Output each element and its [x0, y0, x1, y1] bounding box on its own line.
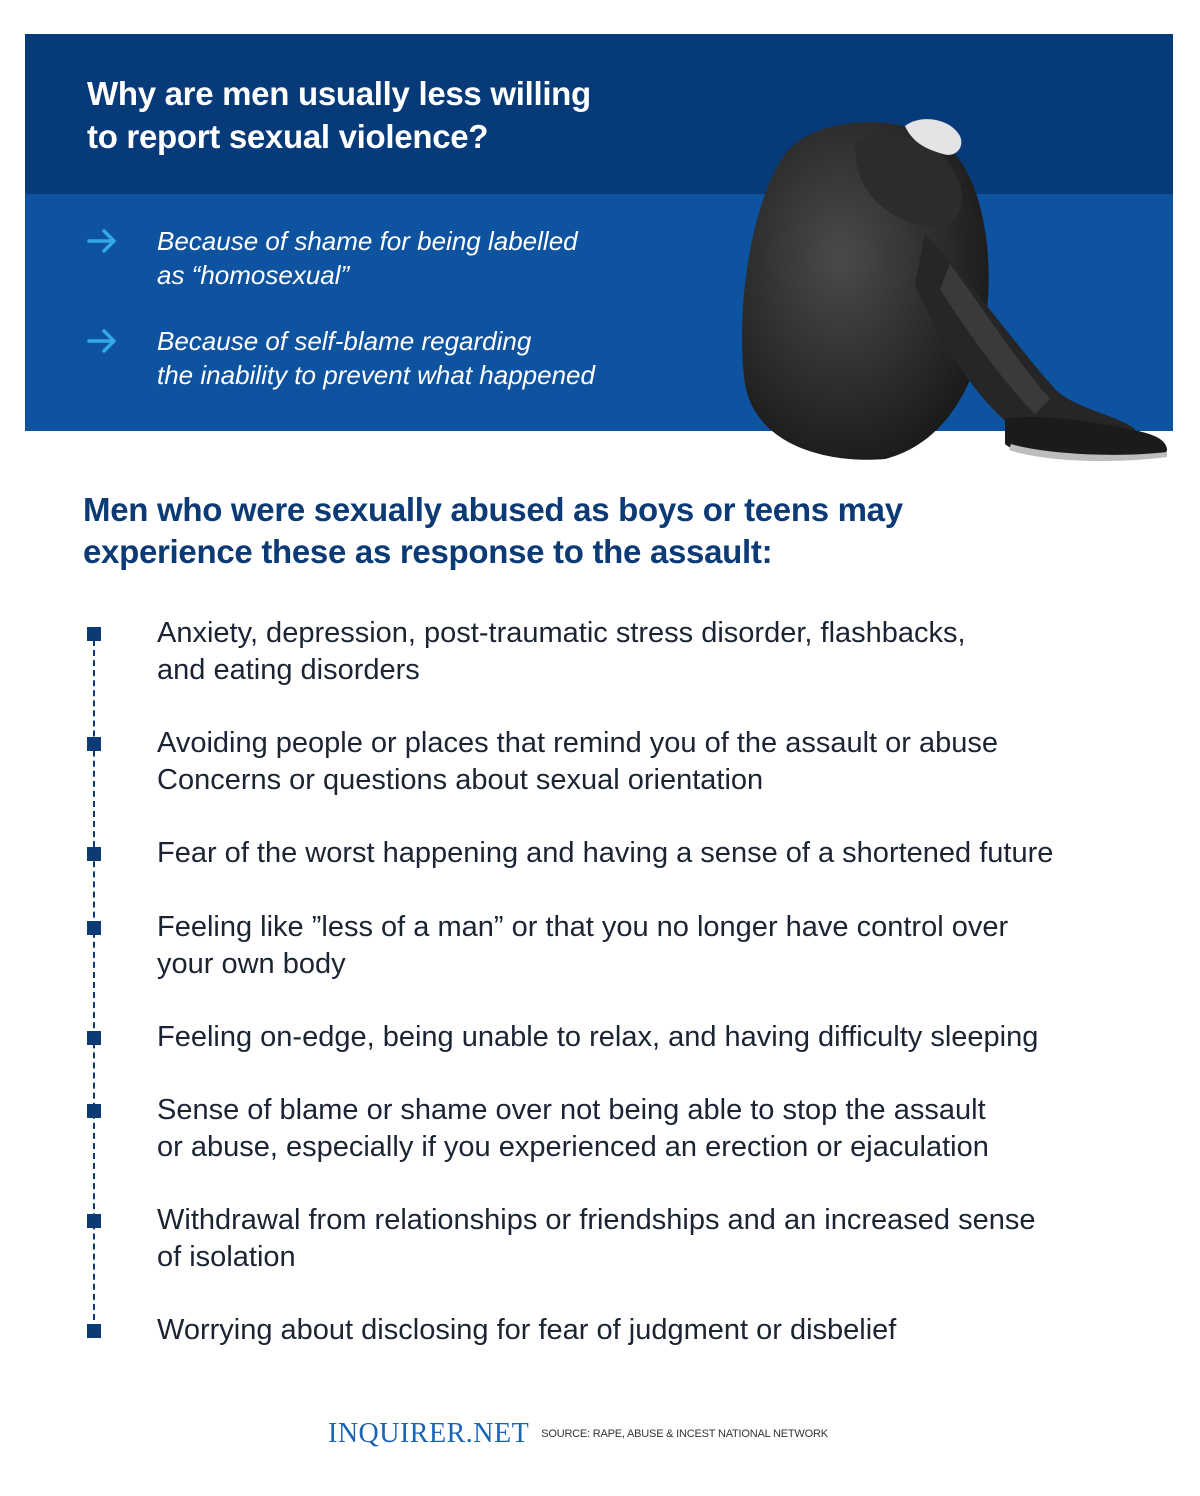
- crouching-man-photo: [715, 114, 1175, 464]
- headline-line-1: Why are men usually less willing: [87, 75, 591, 112]
- response-text: Feeling like ”less of a man” or that you no longer have control over your own body: [157, 911, 1009, 980]
- header-banner: [25, 34, 1173, 431]
- response-text: Feeling on-edge, being unable to relax, and having difficulty sleeping: [157, 1021, 1039, 1053]
- reason-line-1: Because of self-blame regarding: [157, 326, 532, 356]
- headline-line-2: to report sexual violence?: [87, 118, 489, 155]
- square-bullet-icon: [87, 1214, 101, 1228]
- response-text: Avoiding people or places that remind you of the assault or abuse Concerns or questions about sexual orientation: [157, 727, 998, 796]
- reason-line-2: as “homosexual”: [157, 260, 350, 290]
- square-bullet-icon: [87, 1324, 101, 1338]
- reason-line-1: Because of shame for being labelled: [157, 226, 578, 256]
- response-text: Fear of the worst happening and having a sense of a shortened future: [157, 837, 1054, 869]
- section-heading: [83, 489, 1083, 573]
- response-text: Sense of blame or shame over not being able to stop the assault or abuse, especially if you experienced an erection or ejaculation: [157, 1094, 989, 1163]
- reason-text: [157, 224, 578, 292]
- banner-headline: [87, 72, 687, 158]
- source-credit: SOURCE: RAPE, ABUSE & INCEST NATIONAL NETWORK: [541, 1428, 828, 1440]
- square-bullet-icon: [87, 737, 101, 751]
- reason-text: [157, 324, 595, 392]
- reason-item: [87, 324, 647, 392]
- footer: [328, 1418, 828, 1450]
- reason-item: [87, 224, 647, 292]
- inquirer-logo: INQUIRER.NET: [328, 1418, 530, 1449]
- square-bullet-icon: [87, 627, 101, 641]
- square-bullet-icon: [87, 847, 101, 861]
- arrow-right-icon: [87, 224, 157, 259]
- reason-line-2: the inability to prevent what happened: [157, 360, 595, 390]
- section-heading-line-2: experience these as response to the assault:: [83, 533, 773, 570]
- square-bullet-icon: [87, 1031, 101, 1045]
- section-heading-line-1: Men who were sexually abused as boys or teens may: [83, 491, 903, 528]
- response-text: Anxiety, depression, post-traumatic stress disorder, flashbacks, and eating disorders: [157, 617, 966, 686]
- arrow-right-icon: [87, 324, 157, 359]
- square-bullet-icon: [87, 921, 101, 935]
- response-text: Withdrawal from relationships or friendships and an increased sense of isolation: [157, 1204, 1036, 1273]
- square-bullet-icon: [87, 1104, 101, 1118]
- response-text: Worrying about disclosing for fear of judgment or disbelief: [157, 1314, 897, 1346]
